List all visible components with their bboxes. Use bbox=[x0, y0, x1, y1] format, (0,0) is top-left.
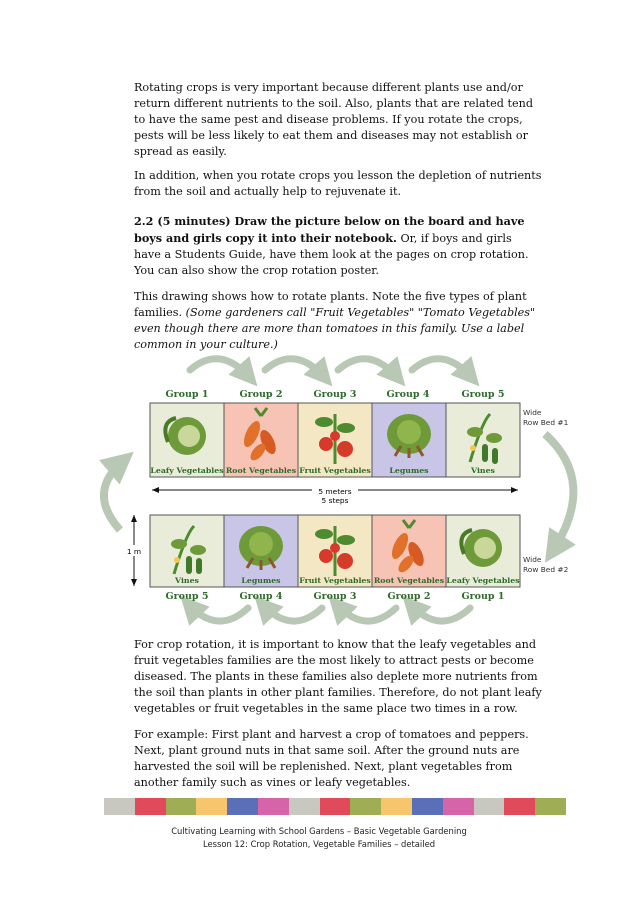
color-bar-segment bbox=[196, 798, 227, 815]
color-bar-segment bbox=[227, 798, 258, 815]
top-legumes-label: Legumes bbox=[389, 466, 429, 475]
color-bar-segment bbox=[350, 798, 381, 815]
paragraph-pest-risk: For crop rotation, it is important to know that the leafy vegetables and fruit vegetables families are the most likely to attract pests or become diseased. The plants in these families also deplete more nutrients from the soil than plants in other plant families. Therefore, do not plant leafy vegetables or fruit vegetables in the same place two times in a row. bbox=[134, 638, 542, 715]
color-bar-segment bbox=[258, 798, 289, 815]
paragraph-example: For example: First plant and harvest a crop of tomatoes and peppers. Next, plant ground nuts in that same soil. After the ground nuts are harvested the soil will be replenished. Next, plant vegetables from another family such as vines or leafy vegetables. bbox=[134, 728, 529, 789]
paragraph-rotation-importance: Rotating crops is very important because different plants use and/or return different nutrients to the soil. Also, plants that are related tend to have the same pest and disease problems. If you rotate the crops, pests will be less likely to eat them and diseases may not establish or spread as easily. bbox=[134, 81, 533, 158]
bottom-group-4-label: Group 4 bbox=[239, 591, 283, 602]
right-rotation-arrow bbox=[545, 434, 573, 552]
footer-line-1: Cultivating Learning with School Gardens – Basic Vegetable Gardening bbox=[171, 826, 467, 836]
bed-2-label-line2: Row Bed #2 bbox=[523, 565, 569, 574]
color-bar-segment bbox=[504, 798, 535, 815]
color-bar-segment bbox=[381, 798, 412, 815]
drawing-note-italic: (Some gardeners call "Fruit Vegetables" "Tomato Vegetables" even though there are more than tomatoes in this family. Use a label common in your culture.) bbox=[134, 306, 536, 351]
width-steps-label: 5 steps bbox=[321, 496, 349, 505]
color-bar-segment bbox=[289, 798, 320, 815]
bottom-group-2-label: Group 2 bbox=[387, 591, 431, 602]
paragraph-instruction bbox=[134, 213, 542, 279]
color-bar-segment bbox=[135, 798, 166, 815]
color-bar-segment bbox=[320, 798, 351, 815]
left-rotation-arrow bbox=[104, 460, 124, 530]
top-group-4-label: Group 4 bbox=[386, 389, 430, 400]
instruction-text: Or, if boys and girls have a Students Guide, have them look at the pages on crop rotation. You can also show the crop rotation poster. bbox=[134, 232, 529, 277]
bed-2-label-line1: Wide bbox=[523, 555, 542, 564]
color-bar-segment bbox=[443, 798, 474, 815]
top-root-label: Root Vegetables bbox=[225, 466, 297, 475]
bed-1-label-line2: Row Bed #1 bbox=[523, 418, 569, 427]
top-rotation-arrows bbox=[190, 359, 472, 378]
height-dimension bbox=[124, 515, 144, 586]
color-bar-segment bbox=[535, 798, 566, 815]
bottom-group-5-label: Group 5 bbox=[165, 591, 209, 602]
footer-line-2: Lesson 12: Crop Rotation, Vegetable Families – detailed bbox=[202, 839, 436, 849]
bottom-vines-label: Vines bbox=[175, 576, 199, 585]
height-label: 1 m bbox=[126, 547, 142, 556]
paragraph-drawing-note bbox=[134, 289, 542, 353]
bottom-leafy-label: Leafy Vegetables bbox=[446, 576, 520, 585]
width-meters-label: 5 meters bbox=[318, 487, 352, 496]
bottom-group-1-label: Group 1 bbox=[461, 591, 505, 602]
top-group-3-label: Group 3 bbox=[313, 389, 357, 400]
color-bar-segment bbox=[474, 798, 505, 815]
bottom-group-3-label: Group 3 bbox=[313, 591, 357, 602]
drawing-note-text: This drawing shows how to rotate plants. Note the five types of plant families. bbox=[134, 290, 527, 319]
bottom-rotation-arrows bbox=[188, 604, 470, 621]
color-bar bbox=[104, 798, 566, 815]
top-group-1-label: Group 1 bbox=[165, 389, 209, 400]
bottom-legumes-label: Legumes bbox=[241, 576, 281, 585]
crop-rotation-diagram bbox=[90, 352, 590, 632]
instruction-heading: 2.2 (5 minutes) Draw the picture below on the board and have boys and girls copy it into their notebook. bbox=[134, 214, 525, 245]
color-bar-segment bbox=[104, 798, 135, 815]
top-group-2-label: Group 2 bbox=[239, 389, 283, 400]
bottom-root-label: Root Vegetables bbox=[373, 576, 445, 585]
top-group-5-label: Group 5 bbox=[461, 389, 505, 400]
top-vines-label: Vines bbox=[471, 466, 495, 475]
top-leafy-label: Leafy Vegetables bbox=[150, 466, 224, 475]
color-bar-segment bbox=[412, 798, 443, 815]
bottom-fruit-label: Fruit Vegetables bbox=[299, 576, 371, 585]
top-fruit-label: Fruit Vegetables bbox=[299, 466, 371, 475]
paragraph-nutrient-depletion: In addition, when you rotate crops you lesson the depletion of nutrients from the soil and actually help to rejuvenate it. bbox=[134, 169, 542, 198]
width-dimension bbox=[152, 484, 518, 506]
color-bar-segment bbox=[166, 798, 197, 815]
bed-1-label-line1: Wide bbox=[523, 408, 542, 417]
